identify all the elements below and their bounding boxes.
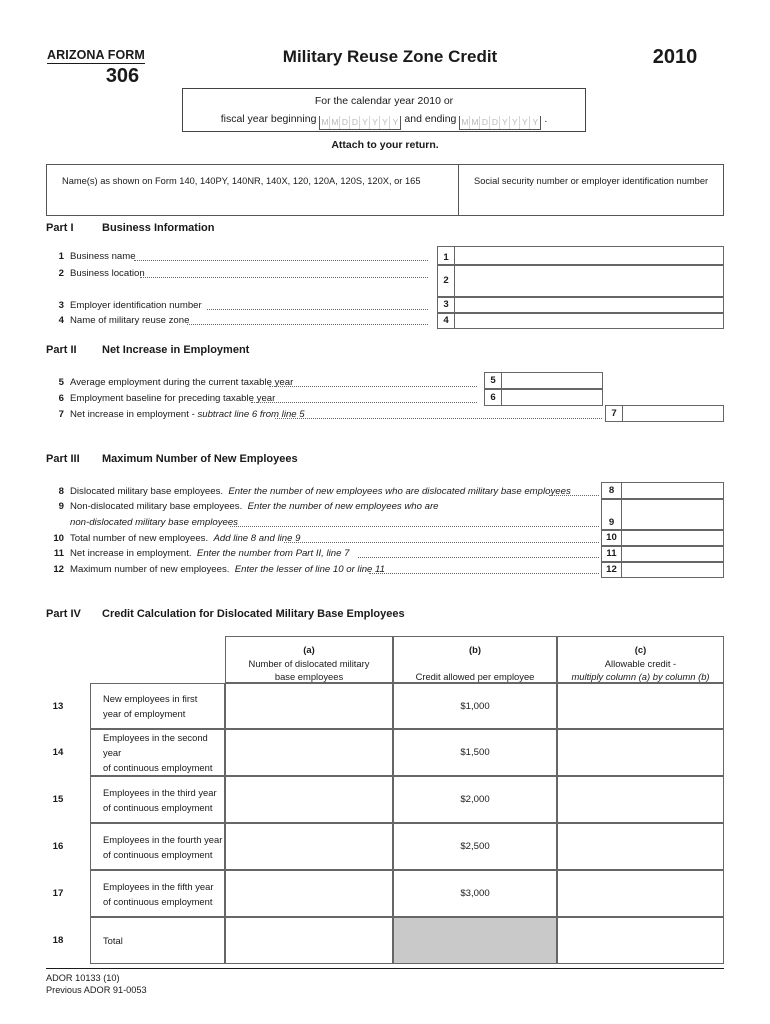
line-6-box [484,389,603,406]
table-row-17-number: 17 [52,888,64,899]
line-1-number: 1 [58,251,64,262]
line-9-leader [230,517,599,527]
column-header-a-line1: Number of dislocated military [248,657,370,669]
column-header-b-line2: Credit allowed per employee [415,671,535,682]
line-10-box [601,530,724,546]
line-3-label: Employer identification number [70,300,202,311]
part-2-heading [46,344,249,356]
line-9-label-italic: Enter the number of new employees who are [247,501,439,512]
table-row-13-number: 13 [52,700,64,712]
table-row-17-desc-line1: Employees in the fifth year [103,880,214,892]
fiscal-begin-date-input[interactable] [319,116,401,130]
line-1-leader [134,251,428,261]
table-row-13-desc-line1: New employees in first [103,693,198,704]
attach-note: Attach to your return. [331,139,439,151]
line-1-input[interactable] [455,247,723,264]
line-10-leader [284,533,599,543]
table-row-16-desc-line2: of continuous employment [103,848,213,860]
table-row-14-col-b-amount: $1,500 [460,747,490,758]
table-row-16-desc-line1: Employees in the fourth year [103,833,223,845]
part-1-label: Part I [46,222,74,234]
table-row-18-col-b-disabled [393,917,557,964]
date-cell[interactable]: Y [370,116,380,129]
date-cell[interactable]: D [480,116,490,129]
line-12-input[interactable] [622,563,723,577]
table-row-18-description [90,917,225,964]
line-3-leader [207,300,428,310]
part-1-heading [46,222,214,234]
form-number: 306 [105,65,140,87]
table-row-17-col-a[interactable] [225,870,393,917]
line-4-box [437,313,724,329]
footer-previous-ador-number: Previous ADOR 91-0053 [46,985,147,995]
column-header-c-key: (c) [634,644,647,655]
line-8-box-number: 8 [602,483,622,498]
date-cell[interactable]: Y [520,116,530,129]
line-8-leader [549,486,599,496]
line-9-box-number: 9 [602,500,622,529]
line-12-box-number: 12 [602,563,622,577]
column-header-a-line2: base employees [274,671,344,682]
table-row-15-col-a[interactable] [225,776,393,823]
table-row-16-number: 16 [52,841,64,852]
line-11-label-text: Net increase in employment. [70,548,192,559]
table-row-16-col-c[interactable] [557,823,724,870]
line-4-number: 4 [58,315,64,326]
part-2-title: Net Increase in Employment [102,344,250,356]
line-2-box-number: 2 [438,266,455,296]
line-3-number: 3 [58,300,64,311]
line-8-label-italic: Enter the number of new employees who are dislocated military base employees [228,486,571,497]
line-5-box [484,372,603,389]
line-10-box-number: 10 [602,531,622,545]
line-9-label-continued: non-dislocated military base employees [70,517,238,528]
fiscal-end-date-input[interactable] [459,116,541,130]
line-9-label [70,501,439,512]
line-12-box [601,562,724,578]
line-8-number: 8 [58,486,64,497]
tax-period-box [182,88,586,132]
table-row-15-desc-line1: Employees in the third year [103,786,217,798]
line-11-number: 11 [53,548,64,559]
line-10-label [70,533,300,544]
line-1-box [437,246,724,265]
footer-text [46,972,147,996]
line-2-label: Business location [70,268,145,279]
table-row-16-description [90,823,225,870]
table-row-16-col-a[interactable] [225,823,393,870]
part-1-title: Business Information [102,222,215,234]
taxpayer-name-label: Name(s) as shown on Form 140, 140PY, 140NR, 140X, 120, 120A, 120S, 120X, or 165 [62,176,421,186]
taxpayer-ssn-cell[interactable] [459,165,723,215]
line-10-label-text: Total number of new employees. [70,533,209,544]
taxpayer-ssn-label: Social security number or employer identification number [474,176,709,186]
date-cell[interactable]: Y [532,117,539,127]
line-6-number: 6 [58,393,64,404]
table-row-17-description [90,870,225,917]
column-header-c-line2: multiply column (a) by column (b) [571,671,710,682]
line-12-label-text: Maximum number of new employees. [70,564,230,575]
date-cell[interactable]: M [321,117,329,127]
table-row-14-col-b [393,729,557,776]
line-9-number: 9 [58,501,64,512]
footer-ador-number: ADOR 10133 (10) [46,973,120,983]
line-3-box-number: 3 [438,298,455,312]
date-cell[interactable]: Y [510,116,520,129]
table-row-17-desc-line2: of continuous employment [103,895,213,907]
form-header [0,0,770,87]
fiscal-period-period: . [544,113,548,125]
line-1-label: Business name [70,251,136,262]
line-2-box [437,265,724,297]
line-11-label-italic: Enter the number from Part II, line 7 [196,548,350,559]
agency-form-label: ARIZONA FORM [47,48,145,62]
date-cell[interactable]: D [490,116,500,129]
fiscal-year-row [183,113,585,130]
line-9-box [601,499,724,530]
line-7-label [70,409,305,420]
table-row-13-col-b-amount: $1,000 [460,700,490,712]
table-row-13-col-a[interactable] [225,683,393,729]
table-row-14-number: 14 [52,747,64,758]
column-header-a-key: (a) [303,644,315,655]
line-7-input[interactable] [623,406,723,421]
line-5-leader [269,377,477,387]
line-10-input[interactable] [622,531,723,545]
line-5-input[interactable] [502,373,602,388]
line-9-label-text: Non-dislocated military base employees. [70,501,243,512]
line-7-label-text: Net increase in employment - [70,409,198,420]
form-title: Military Reuse Zone Credit [282,47,498,66]
table-row-17-col-b-amount: $3,000 [460,888,490,899]
line-6-label: Employment baseline for preceding taxable year [70,393,276,404]
line-8-label-text: Dislocated military base employees. [70,486,224,497]
column-header-c-line1: Allowable credit - [604,657,677,669]
table-row-13-col-c[interactable] [557,683,724,729]
column-header-b [393,636,557,683]
date-cell[interactable]: Y [392,117,399,127]
table-row-16-col-b-amount: $2,500 [460,841,490,852]
table-row-18-number: 18 [52,935,64,946]
line-11-box [601,546,724,562]
date-cell[interactable]: Y [380,116,390,129]
part-2-label: Part II [46,344,77,356]
table-row-14-col-c[interactable] [557,729,724,776]
part-4-title: Credit Calculation for Dislocated Military Base Employees [102,608,405,620]
table-row-13-desc-line2: year of employment [103,708,186,719]
line-10-number: 10 [53,533,64,544]
line-7-number: 7 [58,409,64,420]
line-2-leader [140,268,428,278]
line-11-input[interactable] [622,547,723,561]
date-cell[interactable]: D [340,116,350,129]
line-5-label: Average employment during the current taxable year [70,377,294,388]
part-4-heading [46,608,405,620]
line-8-box [601,482,724,499]
table-row-15-number: 15 [52,794,64,805]
line-8-label [70,486,571,497]
identity-box [46,164,724,216]
date-cell[interactable]: Y [500,116,510,129]
date-cell[interactable]: M [461,117,469,127]
line-12-label [70,564,385,575]
fiscal-end-label: and ending [404,113,457,125]
line-4-label: Name of military reuse zone [70,315,190,326]
part-3-heading [46,453,298,465]
line-5-box-number: 5 [485,373,502,388]
line-2-number: 2 [58,268,64,279]
line-4-leader [187,315,428,325]
line-11-leader [358,548,599,558]
table-row-15-col-b [393,776,557,823]
table-row-13-description [90,683,225,729]
date-cell[interactable]: Y [360,116,370,129]
line-7-leader [275,409,602,419]
table-row-18-col-c[interactable] [557,917,724,964]
table-row-13-col-b [393,683,557,729]
column-header-b-key: (b) [469,644,481,655]
line-4-input[interactable] [455,314,723,328]
line-10-label-italic: Add line 8 and line 9 [213,533,301,544]
line-2-input[interactable] [455,266,723,296]
footer-divider [46,968,724,969]
line-11-box-number: 11 [602,547,622,561]
table-row-16-col-b [393,823,557,870]
table-row-17-col-c[interactable] [557,870,724,917]
column-header-a [225,636,393,683]
table-row-14-description [90,729,225,776]
column-header-c [557,636,724,683]
line-3-box [437,297,724,313]
line-6-box-number: 6 [485,390,502,405]
table-row-14-desc-line1: Employees in the second year [103,732,208,758]
table-row-14-desc-line2: of continuous employment [103,762,213,773]
line-5-number: 5 [58,377,64,388]
table-row-18-col-a[interactable] [225,917,393,964]
line-4-box-number: 4 [438,314,455,328]
table-row-15-desc-line2: of continuous employment [103,801,213,813]
line-7-label-italic: subtract line 6 from line 5 [197,409,305,420]
table-row-15-description [90,776,225,823]
table-row-17-col-b [393,870,557,917]
date-cell[interactable]: D [350,116,360,129]
line-12-leader [369,564,599,574]
line-8-input[interactable] [622,483,723,498]
date-cell[interactable]: M [331,117,339,127]
line-1-box-number: 1 [438,247,455,264]
part-4-label: Part IV [46,608,81,620]
line-7-box-number: 7 [606,406,623,421]
calendar-year-text: For the calendar year 2010 or [314,95,454,107]
line-11-label [70,548,349,559]
line-12-label-italic: Enter the lesser of line 10 or line 11 [234,564,385,575]
column-header-b-line1 [394,657,556,671]
tax-year: 2010 [652,46,698,68]
fiscal-begin-label: fiscal year beginning [220,113,317,125]
line-9-input[interactable] [622,500,723,529]
line-6-input[interactable] [502,390,602,405]
table-row-15-col-b-amount: $2,000 [460,794,490,805]
date-cell[interactable]: M [471,117,479,127]
part-3-title: Maximum Number of New Employees [102,453,298,465]
line-6-leader [251,393,477,403]
line-7-box [605,405,724,422]
line-12-number: 12 [53,564,64,575]
taxpayer-name-cell[interactable] [47,165,459,215]
table-row-18-desc-line1: Total [103,935,123,946]
table-row-15-col-c[interactable] [557,776,724,823]
table-row-14-col-a[interactable] [225,729,393,776]
line-3-input[interactable] [455,298,723,312]
part-3-label: Part III [46,453,80,465]
